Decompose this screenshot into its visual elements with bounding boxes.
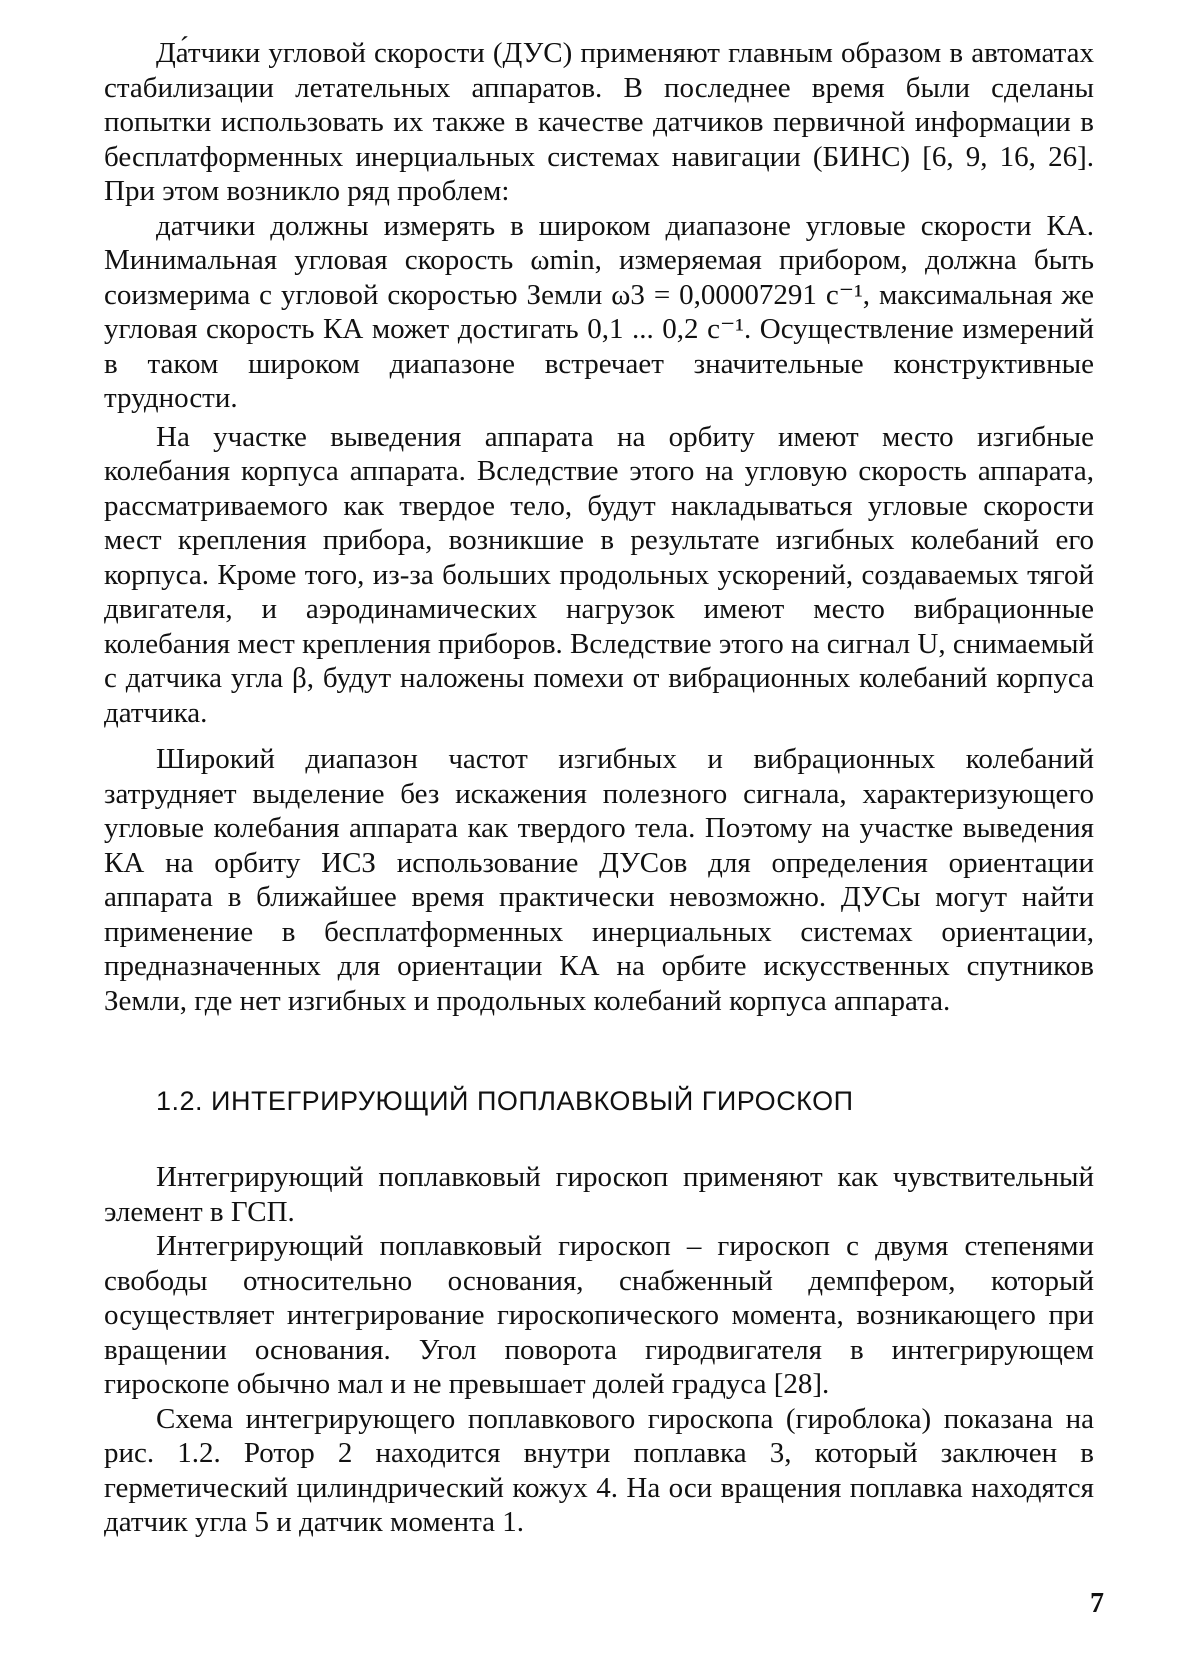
paragraph-gyro-application: Интегрирующий поплавковый гироскоп применяют как чувствительный элемент в ГСП. [104,1161,1094,1228]
paragraph-gyro-definition: Интегрирующий поплавковый гироскоп – гироскоп с двумя степенями свободы относительно основания, снабженный демпфером, который осуществляет интегрирование гироскопического момента, возникающего при вращении основания. Угол поворота гиродвигателя в интегрирующем гироскопе обычно мал и не превышает долей градуса [28]. [104,1230,1094,1400]
paragraph-measurement-range: датчики должны измерять в широком диапазоне угловые скорости КА. Минимальная угловая скорость ωmin, измеряемая прибором, должна быть соизмерима с угловой скоростью Земли ω3 = 0,00007291 с⁻¹, максимальная же угловая скорость КА может достигать 0,1 ... 0,2 с⁻¹. Осуществление измерений в таком широком диапазоне встречает значительные конструктивные трудности. [104,209,1094,414]
section-heading: 1.2. ИНТЕГРИРУЮЩИЙ ПОПЛАВКОВЫЙ ГИРОСКОП [156,1086,854,1116]
paragraph-gyro-scheme: Схема интегрирующего поплавкового гироскопа (гироблока) показана на рис. 1.2. Ротор 2 находится внутри поплавка 3, который заключен в герметический цилиндрический кожух 4. На оси вращения поплавка находятся датчик угла 5 и датчик момента 1. [104,1402,1094,1538]
paragraph-dus-intro: Да́тчики угловой скорости (ДУС) применяют главным образом в автоматах стабилизации летательных аппаратов. В последнее время были сделаны попытки использовать их также в качестве датчиков первичной информации в бесплатформенных инерциальных системах навигации (БИНС) [6, 9, 16, 26]. При этом возникло ряд проблем: [104,37,1094,207]
paragraph-bending-oscillations: На участке выведения аппарата на орбиту имеют место изгибные колебания корпуса аппарата. Вследствие этого на угловую скорость аппарата, рассматриваемого как твердое тело, будут накладываться угловые скорости мест крепления прибора, возникшие в результате изгибных колебаний его корпуса. Кроме того, из-за больших продольных ускорений, создаваемых тягой двигателя, и аэродинамических нагрузок имеют место вибрационные колебания мест крепления приборов. Вследствие этого на сигнал U, снимаемый с датчика угла β, будут наложены помехи от вибрационных колебаний корпуса датчика. [104,420,1094,729]
page-number: 7 [1090,1588,1104,1619]
page-body [104,36,1094,1540]
paragraph-frequency-range: Широкий диапазон частот изгибных и вибрационных колебаний затрудняет выделение без искажения полезного сигнала, характеризующего угловые колебания аппарата как твердого тела. Поэтому на участке выведения КА на орбиту ИСЗ использование ДУСов для определения ориентации аппарата в ближайшее время практически невозможно. ДУСы могут найти применение в бесплатформенных инерциальных системах ориентации, предназначенных для ориентации КА на орбите искусственных спутников Земли, где нет изгибных и продольных колебаний корпуса аппарата. [104,743,1094,1017]
